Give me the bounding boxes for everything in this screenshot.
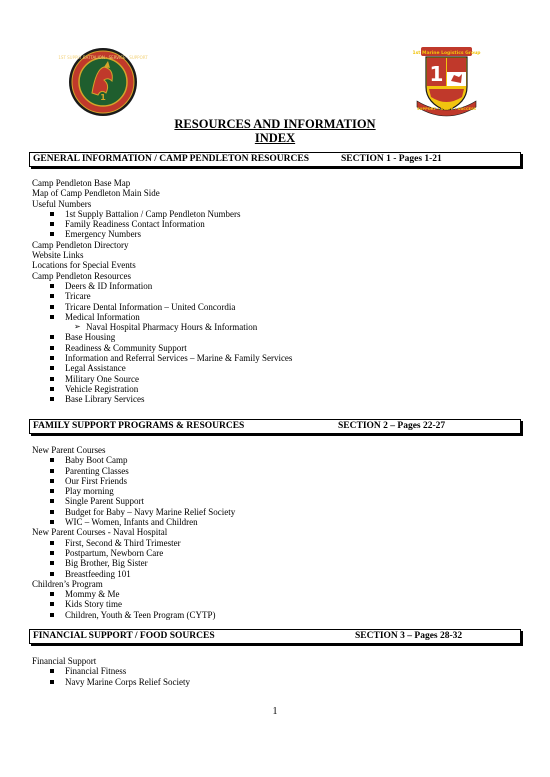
list-item <box>32 455 235 465</box>
list-item-text: Base Housing <box>65 332 116 343</box>
list-item <box>32 312 292 322</box>
list-item-text: Budget for Baby – Navy Marine Relief Society <box>65 506 236 517</box>
svg-text:1: 1 <box>429 62 444 86</box>
list-item <box>32 209 292 219</box>
list-item: Locations for Special Events <box>32 260 136 271</box>
page-number: 1 <box>272 706 278 717</box>
list-item-text: Readiness & Community Support <box>65 342 187 353</box>
svg-text:1ST SUPPLY BATTALION · SERVICE: 1ST SUPPLY BATTALION · SERVICE · SUPPORT <box>58 55 148 60</box>
section-1-pages: SECTION 1 - Pages 1-21 <box>341 154 442 164</box>
list-item <box>32 219 292 229</box>
list-item <box>32 476 235 486</box>
list-item-text: Single Parent Support <box>65 496 144 507</box>
list-item-text: Military One Source <box>65 373 139 384</box>
list-item-text: First, Second & Third Trimester <box>65 537 181 548</box>
svg-text:1st Marine Logistics Group: 1st Marine Logistics Group <box>412 51 481 56</box>
list-item <box>32 302 292 312</box>
document-subtitle: INDEX <box>254 131 296 145</box>
list-item: Map of Camp Pendleton Main Side <box>32 188 160 199</box>
section-2-title: FAMILY SUPPORT PROGRAMS & RESOURCES <box>33 421 245 431</box>
square-bullet-icon <box>50 520 54 524</box>
list-item <box>32 229 292 239</box>
list-item <box>32 374 292 384</box>
list-item <box>32 394 292 404</box>
square-bullet-icon <box>50 572 54 576</box>
list-item: Useful Numbers <box>32 198 92 209</box>
square-bullet-icon <box>50 232 54 236</box>
square-bullet-icon <box>50 561 54 565</box>
battalion-seal-logo <box>58 47 148 117</box>
list-item <box>32 384 292 394</box>
list-item-text: WIC – Women, Infants and Children <box>65 517 198 528</box>
square-bullet-icon <box>50 335 54 339</box>
list-item <box>32 677 190 687</box>
list-item: Camp Pendleton Resources <box>32 270 131 281</box>
list-item-text: Tricare Dental Information – United Concordia <box>65 301 236 312</box>
list-item-text: Postpartum, Newborn Care <box>65 547 164 558</box>
section-2-list <box>32 445 235 620</box>
square-bullet-icon <box>50 469 54 473</box>
list-item-text: Kids Story time <box>65 599 123 610</box>
list-item <box>32 466 235 476</box>
section-3-title: FINANCIAL SUPPORT / FOOD SOURCES <box>33 631 215 641</box>
section-3-header <box>29 629 521 644</box>
square-bullet-icon <box>50 602 54 606</box>
list-item <box>32 281 292 291</box>
square-bullet-icon <box>50 356 54 360</box>
list-item-text: Navy Marine Corps Relief Society <box>65 676 190 687</box>
list-item <box>32 496 235 506</box>
section-2-pages: SECTION 2 – Pages 22-27 <box>338 421 446 431</box>
svg-text:SUPPORT • UNITY • SUCCESS: SUPPORT • UNITY • SUCCESS <box>416 107 477 111</box>
square-bullet-icon <box>50 346 54 350</box>
list-item: Children’s Program <box>32 578 103 589</box>
list-item: New Parent Courses - Naval Hospital <box>32 527 168 538</box>
list-item-text: Emergency Numbers <box>65 229 142 240</box>
list-item-text: Mommy & Me <box>65 589 120 600</box>
list-item-text: Deers & ID Information <box>65 280 153 291</box>
square-bullet-icon <box>50 669 54 673</box>
list-item <box>32 589 235 599</box>
section-3-list <box>32 656 190 687</box>
list-item-text: Financial Fitness <box>65 666 127 677</box>
list-item-text: Children, Youth & Teen Program (CYTP) <box>65 609 216 620</box>
square-bullet-icon <box>50 510 54 514</box>
section-1-title: GENERAL INFORMATION / CAMP PENDLETON RESOURCES <box>33 154 309 164</box>
list-item <box>32 486 235 496</box>
list-item-text: Base Library Services <box>65 394 145 405</box>
square-bullet-icon <box>50 489 54 493</box>
list-item-text: Information and Referral Services – Marine & Family Services <box>65 353 293 364</box>
list-item <box>32 569 235 579</box>
list-item-text: Vehicle Registration <box>65 383 139 394</box>
list-item <box>32 538 235 548</box>
section-1-list <box>32 178 292 405</box>
document-title: RESOURCES AND INFORMATION <box>174 117 376 131</box>
list-item: Camp Pendleton Base Map <box>32 178 131 188</box>
list-item <box>32 291 292 301</box>
list-item <box>32 322 292 332</box>
list-item: Financial Support <box>32 656 97 666</box>
square-bullet-icon <box>50 366 54 370</box>
list-item-text: Parenting Classes <box>65 465 129 476</box>
square-bullet-icon <box>50 551 54 555</box>
list-item-text: Big Brother, Big Sister <box>65 558 148 569</box>
list-item <box>32 517 235 527</box>
square-bullet-icon <box>50 592 54 596</box>
list-item-text: Legal Assistance <box>65 363 126 374</box>
square-bullet-icon <box>50 315 54 319</box>
square-bullet-icon <box>50 222 54 226</box>
section-1-header <box>29 152 521 167</box>
list-item: New Parent Courses <box>32 445 106 455</box>
square-bullet-icon <box>50 212 54 216</box>
list-item <box>32 610 235 620</box>
list-item <box>32 363 292 373</box>
square-bullet-icon <box>50 284 54 288</box>
list-item <box>32 666 190 676</box>
square-bullet-icon <box>50 613 54 617</box>
list-item <box>32 599 235 609</box>
list-item-text: Our First Friends <box>65 475 128 486</box>
list-item: Camp Pendleton Directory <box>32 239 129 250</box>
square-bullet-icon <box>50 397 54 401</box>
svg-text:1: 1 <box>100 93 106 102</box>
square-bullet-icon <box>50 458 54 462</box>
list-item-text: Baby Boot Camp <box>65 455 128 466</box>
square-bullet-icon <box>50 305 54 309</box>
list-item <box>32 332 292 342</box>
list-item-text: Breastfeeding 101 <box>65 568 131 579</box>
list-item-text: Medical Information <box>65 311 140 322</box>
square-bullet-icon <box>50 377 54 381</box>
list-item <box>32 507 235 517</box>
list-item: Website Links <box>32 250 84 261</box>
square-bullet-icon <box>50 387 54 391</box>
list-item <box>32 558 235 568</box>
list-item-text: Tricare <box>65 291 91 302</box>
square-bullet-icon <box>50 479 54 483</box>
list-item-text: Naval Hospital Pharmacy Hours & Information <box>86 322 258 333</box>
section-3-pages: SECTION 3 – Pages 28-32 <box>355 631 463 641</box>
logistics-group-shield-logo <box>413 47 480 117</box>
section-2-header <box>29 419 521 434</box>
list-item-text: 1st Supply Battalion / Camp Pendleton Numbers <box>65 208 241 219</box>
square-bullet-icon <box>50 499 54 503</box>
square-bullet-icon <box>50 680 54 684</box>
list-item-text: Family Readiness Contact Information <box>65 219 205 230</box>
list-item <box>32 343 292 353</box>
list-item <box>32 353 292 363</box>
list-item-text: Play morning <box>65 486 114 497</box>
square-bullet-icon <box>50 294 54 298</box>
square-bullet-icon <box>50 541 54 545</box>
list-item <box>32 548 235 558</box>
arrow-bullet-icon: ➢ <box>74 322 81 332</box>
